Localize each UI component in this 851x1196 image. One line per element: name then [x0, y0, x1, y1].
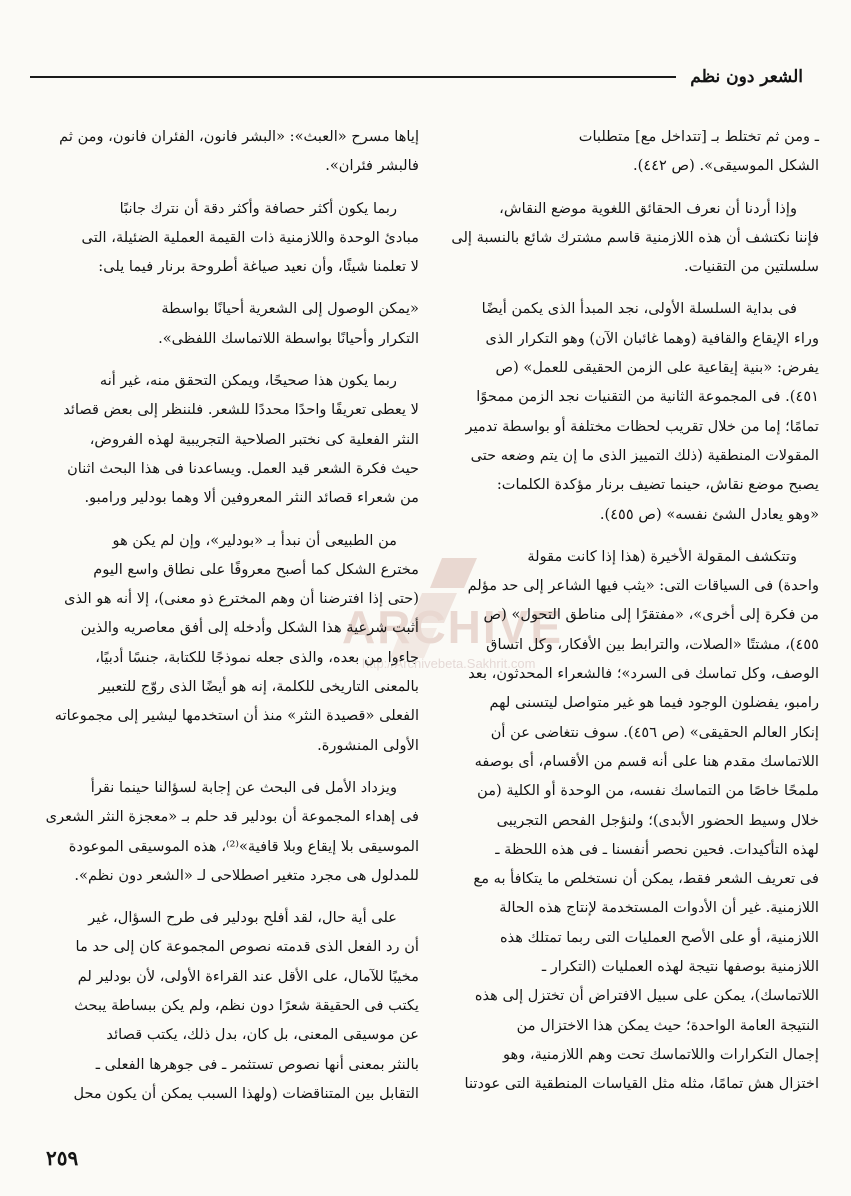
watermark-url: http://Archivebeta.Sakhrit.com: [362, 656, 536, 671]
paragraph: من الطبيعى أن نبدأ بـ «بودلير»، وإن لم يكن هو مخترع الشكل كما أصبح معروفًا على نطاق واسع اليوم (حتى إذا افترضنا أن وهم المخترع ذو معنى)، إلا أنه هو الذى أثبت شرعية هذا الشكل وأدخله إلى أفق معاصريه والذين جاءوا من بعده، والذى جعله نموذجًا للكتابة، جنسًا أدبيًا، بالمعنى التاريخى للكلمة، إنه هو أيضًا الذى روّج للتعبير الفعلى «قصيدة النثر» منذ أن استخدمها ليشير إلى مجموعاته الأولى المنشورة.: [54, 531, 419, 754]
page-number: ٢٥٩: [46, 1146, 79, 1170]
paragraph: ربما يكون أكثر حصافة وأكثر دقة أن نترك جانبًا مبادئ الوحدة واللازمنية ذات القيمة العملية الضئيلة، التى لا تعلمنا شيئًا، وأن نعيد صياغة أطروحة برنار فيما يلى:: [81, 199, 419, 276]
header-title: الشعر دون نظم: [690, 67, 803, 87]
left-column: [34, 122, 419, 1121]
header-rule: [30, 76, 676, 78]
paragraph: ـ ومن ثم تختلط بـ [تتداخل مع] متطلبات الشكل الموسيقى». (ص ٤٤٢).: [578, 128, 819, 175]
block-quote: «يمكن الوصول إلى الشعرية أحيانًا بواسطة التكرار وأحيانًا بواسطة اللاتماسك اللفظى».: [158, 300, 419, 347]
paragraph: وإذا أردنا أن نعرف الحقائق اللغوية موضع النقاش، فإننا نكتشف أن هذه اللازمنية قاسم مشترك شائع بالنسبة إلى سلسلتين من التقنيات.: [451, 199, 819, 276]
paragraph: ويزداد الأمل فى البحث عن إجابة لسؤالنا حينما نقرأ فى إهداء المجموعة أن بودلير قد حلم بـ «معجزة النثر الشعرى الموسيقى بلا إيقاع وبلا قافية»⁽²⁾، هذه الموسيقى الموعودة للمدلول هى مجرد متغير اصطلاحى لـ «الشعر دون نظم».: [45, 778, 419, 884]
paragraph: إياها مسرح «العبث»: «البشر فانون، الفئران فانون، ومن ثم فالبشر فئران».: [59, 128, 419, 175]
paragraph: فى بداية السلسلة الأولى، نجد المبدأ الذى يكمن أيضًا وراء الإيقاع والقافية (وهما غائبان الآن) وهو التكرار الذى يفرض: «بنية إيقاعية على الزمن الحقيقى للعمل» (ص ٤٥١). فى المجموعة الثانية من التقنيات نجد الزمن ممحوًا تمامًا؛ إما من خلال تقريب لحظات مختلفة أو بواسطة تدمير المقولات المنطقية (ذلك التمييز الذى ما إن يتم وضعه حتى يصبح موضع نقاش، حينما تضيف برنار مؤكدة الكلمات: «وهو يعادل الشئ نفسه» (ص ٤٥٥).: [465, 300, 819, 523]
running-header: [30, 62, 803, 92]
paragraph: وتتكشف المقولة الأخيرة (هذا إذا كانت مقولة واحدة) فى السياقات التى: «يثب فيها الشاعر إلى حد مؤلم من فكرة إلى أخرى»، «مفتقرًا إلى مناطق التحول» (ص ٤٥٥)، مشتتًا «الصلات، والترابط بين الأفكار، وكل اتساق الوصف، وكل تماسك فى السرد»؛ فالشعراء المحدثون، بعد رامبو، يفضلون الوجود فيما هو غير متواصل ليتسنى لهم إنكار العالم الحقيقى» (ص ٤٥٦). سوف نتغاضى عن أن اللاتماسك مقدم هنا على أنه قسم من الأقسام، أى بوصفه ملمحًا خاصًا من التماسك نفسه، من الوحدة أو الكلية (من خلال وسيط الحضور الأبدى)؛ ولنؤجل الفحص التجريبى لهذه التأكيدات. فحين نحصر أنفسنا ـ فى هذه اللحظة ـ فى تعريف الشعر فقط، يمكن أن نستخلص ما يتكافأ به مع اللازمنية. غير أن الأدوات المستخدمة لإنتاج هذه الحالة اللازمنية، أو على الأصح العمليات التى ربما تمتلك هذه اللازمنية بوصفها نتيجة لهذه العمليات (التكرار ـ اللاتماسك)، يمكن على سبيل الافتراض أن تختزل إلى هذه النتيجة العامة الواحدة؛ حيث يمكن هذا الاختزال من إجمال التكرارات واللاتماسك تحت وهم اللازمنية، وهو اختزال هش تمامًا، مثله مثل القياسات المنطقية التى عودتنا: [464, 547, 819, 1093]
paragraph: ربما يكون هذا صحيحًا، ويمكن التحقق منه، غير أنه لا يعطى تعريفًا واحدًا محددًا للشعر. فلننظر إلى بعض قصائد النثر الفعلية كى نختبر الصلاحية التجريبية لهذه الفروض، حيث فكرة الشعر قيد العمل. ويساعدنا فى هذا البحث اثنان من شعراء قصائد النثر المعروفين ألا وهما بودلير ورامبو.: [63, 372, 419, 507]
paragraph: على أية حال، لقد أفلح بودلير فى طرح السؤال، غير أن رد الفعل الذى قدمته نصوص المجموعة كان إلى حد ما مخيبًا للآمال، على الأقل عند القراءة الأولى، لأن بودلير لم يكتب فى الحقيقة شعرًا دون نظم، ولم يكن ببساطة يبحث عن موسيقى المعنى، بل كان، بدل ذلك، يكتب قصائد بالنثر بمعنى أنها نصوص تستثمر ـ فى جوهرها الفعلى ـ التقابل بين المتناقضات (ولهذا السبب يمكن أن يكون محل: [73, 909, 419, 1102]
watermark-text: ARCHIVE: [342, 601, 564, 653]
right-column: [434, 122, 819, 1112]
